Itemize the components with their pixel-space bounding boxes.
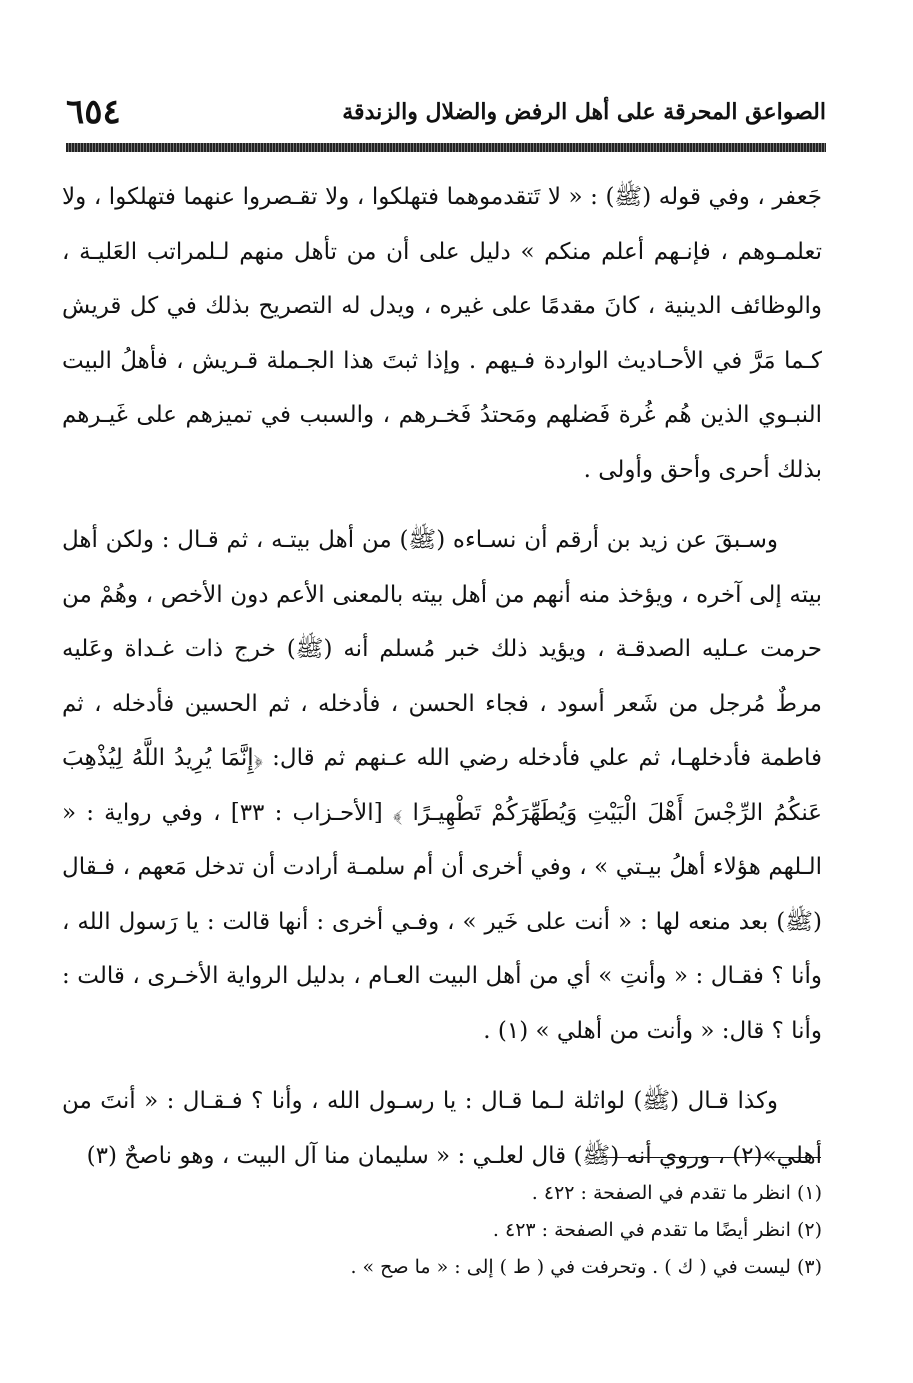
quran-line: فأدخلهـا، ثم علي فأدخله رضي الله عـنهم ثم قال: ﴿إِنَّمَا يُرِيدُ اللَّهُ لِيُذْهِبَ عَنكُمُ [62,745,822,826]
footnotes [62,1175,822,1286]
text-line: هؤلاء أهلُ بيـتي » ، وفي أخرى أن أم سلمـة أرادت أن تدخل مَعهم ، فـقال (ﷺ) [62,854,822,935]
running-title: الصواعق المحرقة على أهل الرفض والضلال والزندقة [342,99,826,125]
paragraph [62,513,822,1058]
text-line: حرمت عـليه الصدقـة ، ويؤيد ذلك خبر مُسلم أنه (ﷺ) خرج ذات غـداة وعَليه [62,636,822,662]
text-line: والوظائف الدينية ، كانَ مقدمًا على غيره ، ويدل له التصريح بذلك في كل قريش [62,293,822,319]
main-text [62,170,822,1183]
quran-line: الرِّجْسَ أَهْلَ الْبَيْتِ وَيُطَهِّرَكُمْ تَطْهِيـرًا ﴾ [الأحـزاب : ٣٣] ، وفي رواية : « الـلهم [62,799,823,880]
page-header [66,92,826,132]
footnote: (١) انظر ما تقدم في الصفحة : ٤٢٢ . [531,1182,822,1204]
paragraph [62,170,822,497]
footnote: (٢) انظر أيضًا ما تقدم في الصفحة : ٤٢٣ . [492,1219,822,1241]
text-line: فقـال : « وأنتِ » أي من أهل البيت العـام ، بدليل الرواية الأخـرى ، قالت : وأنا ؟ [62,963,822,1044]
text-line: وسـبقَ عن زيد بن أرقم أن نسـاءه (ﷺ) من أهل بيتـه ، ثم قـال : ولكن أهل [62,527,778,553]
text-line: بيته إلى آخره ، ويؤخذ منه أنهم من أهل بيته بالمعنى الأعم دون الأخص ، وهُمْ من [62,581,822,608]
text-line: النبـوي الذين هُم غُرة فَضلهم ومَحتدُ فَخـرهم ، والسبب في تميزهم على غَيـرهم [62,402,822,428]
text-line: أهلي»(٢) ، وروي أنه (ﷺ) قال لعلـي : « سليمان منا آل البيت ، وهو ناصحٌ (٣) [86,1142,822,1169]
text-line: بعد منعه لها : « أنت على خَير » ، وفـي أخرى : أنها قالت : يا رَسول الله ، وأنا ؟ [62,908,822,989]
footnote: (٣) ليست في ( ك ) . وتحرفت في ( ط ) إلى : « ما صح » . [350,1256,822,1278]
header-rule [66,143,826,152]
text-line: قال: « وأنت من أهلي » (١) . [483,1017,765,1044]
text-line: جَعفر ، وفي قوله (ﷺ) : « لا تَتقدموهما فتهلكوا ، ولا تقـصروا عنهما فتهلكوا ، [93,184,823,210]
text-line: ولا تعلمـوهم ، فإنـهم أعلم منكم » دليل على أن من تأهل منهم لـلمراتب العَليـة ، [62,184,822,265]
text-line: بذلك أحرى وأحق وأولى . [583,456,822,483]
text-line: وكذا قـال (ﷺ) لواثلة لـما قـال : يا رسـول الله ، وأنا ؟ فـقـال : « أنتَ من [62,1088,778,1114]
text-line: كـما مَرَّ في الأحـاديث الواردة فـيهم . وإذا ثبتَ هذا الجـملة قـريش ، فأهلُ البيت [62,347,822,374]
footnote-separator [601,1157,821,1158]
page-number: ٦٥٤ [66,92,121,132]
paragraph [62,1074,822,1183]
text-line: مرطٌ مُرجل من شَعر أسود ، فجاء الحسن ، فأدخله ، ثم الحسين فأدخله ، ثم فاطمة [62,690,822,771]
